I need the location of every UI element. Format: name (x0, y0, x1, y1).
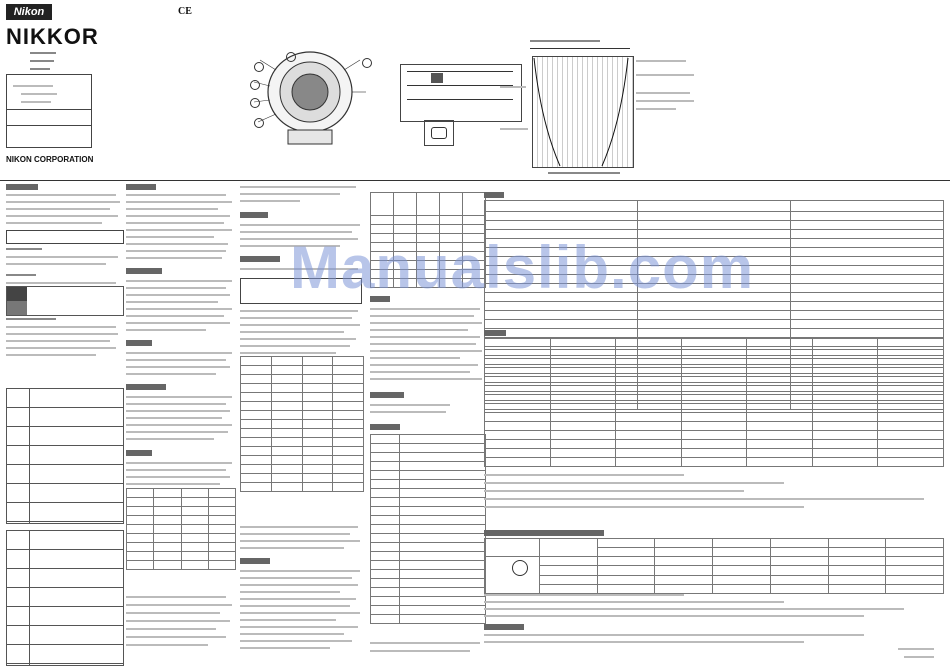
col5-header-3 (484, 530, 604, 536)
dof-chart-caption (548, 172, 620, 174)
callout-2 (250, 80, 260, 90)
nikon-logo: Nikon (6, 4, 52, 20)
watermark: Manualslib.com (290, 234, 755, 301)
page-divider (0, 180, 950, 181)
cover-text-block (30, 50, 60, 76)
col3-focus-table (240, 356, 364, 492)
col4-spec-table (370, 434, 486, 624)
callout-5 (286, 52, 296, 62)
ce-mark: CE (178, 6, 192, 17)
col5-hazardous-table (484, 538, 944, 594)
callout-1 (254, 62, 264, 72)
dof-curve (520, 54, 640, 170)
col3-lower-text (240, 526, 366, 666)
nikkor-title: NIKKOR (6, 24, 99, 49)
dof-chart-legend (636, 60, 696, 130)
cover-info-box (6, 74, 92, 148)
callout-3 (250, 98, 260, 108)
lens-diagram (240, 40, 390, 150)
col5-notes (484, 474, 944, 524)
eco-logo (512, 560, 528, 576)
caution-table (6, 530, 124, 666)
distance-scale-diagram (400, 64, 522, 122)
warning-table (6, 388, 124, 524)
safety-intro-text (6, 318, 122, 366)
col4-footnotes (370, 642, 486, 664)
dof-label-left (500, 86, 526, 88)
col4-text (370, 296, 486, 436)
col2-text (126, 194, 236, 664)
chart-header-line (530, 40, 600, 42)
col5-header-2 (484, 330, 506, 336)
col1-header (6, 184, 38, 190)
warning-box (6, 286, 124, 316)
callout-6 (362, 58, 372, 68)
company-name: NIKON CORPORATION (6, 155, 94, 164)
col2-compat-table (126, 488, 236, 570)
col2-footnotes (126, 596, 236, 664)
dof-label-bottom (500, 128, 528, 130)
callout-4 (254, 118, 264, 128)
col5-table-2 (484, 338, 944, 467)
col2-header (126, 184, 156, 190)
viewfinder-diagram (424, 120, 454, 146)
col5-bottom-text (484, 594, 944, 664)
col5-header-1 (484, 192, 504, 198)
